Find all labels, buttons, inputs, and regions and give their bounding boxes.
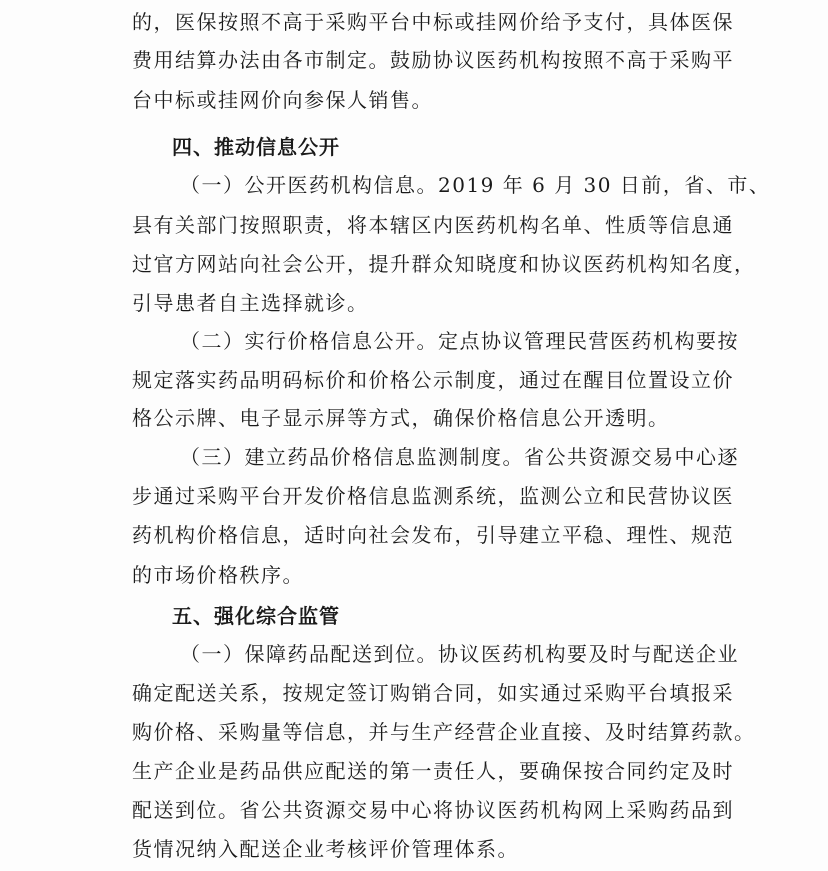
text-line: （二）实行价格信息公开。定点协议管理民营医药机构要按 <box>180 329 739 353</box>
text-line: 格公示牌、电子显示屏等方式，确保价格信息公开透明。 <box>132 406 670 430</box>
text-line: 引导患者自主选择就诊。 <box>132 291 369 315</box>
text-line: （三）建立药品价格信息监测制度。省公共资源交易中心逐 <box>180 445 739 469</box>
text-line: 生产企业是药品供应配送的第一责任人，要确保按合同约定及时 <box>132 759 734 783</box>
text-line: 货情况纳入配送企业考核评价管理体系。 <box>132 837 519 861</box>
text-line: 购价格、采购量等信息，并与生产经营企业直接、及时结算药款。 <box>132 720 756 744</box>
text-line: 步通过采购平台开发价格信息监测系统，监测公立和民营协议医 <box>132 484 734 508</box>
text-line: 的，医保按照不高于采购平台中标或挂网价给予支付，具体医保 <box>132 10 734 34</box>
text-line: 县有关部门按照职责，将本辖区内医药机构名单、性质等信息通 <box>132 213 734 237</box>
section-heading: 四、推动信息公开 <box>172 135 340 159</box>
text-line: 药机构价格信息，适时向社会发布，引导建立平稳、理性、规范 <box>132 523 734 547</box>
section-heading: 五、强化综合监管 <box>172 604 340 628</box>
text-line: 配送到位。省公共资源交易中心将协议医药机构网上采购药品到 <box>132 798 734 822</box>
text-line: 台中标或挂网价向参保人销售。 <box>132 88 433 112</box>
text-line: 过官方网站向社会公开，提升群众知晓度和协议医药机构知名度， <box>132 252 756 276</box>
text-line: （一）保障药品配送到位。协议医药机构要及时与配送企业 <box>180 642 739 666</box>
text-line: （一）公开医药机构信息。2019 年 6 月 30 日前，省、市、 <box>180 173 771 197</box>
text-line: 确定配送关系，按规定签订购销合同，如实通过采购平台填报采 <box>132 681 734 705</box>
text-line: 费用结算办法由各市制定。鼓励协议医药机构按照不高于采购平 <box>132 48 734 72</box>
text-line: 规定落实药品明码标价和价格公示制度，通过在醒目位置设立价 <box>132 368 734 392</box>
text-line: 的市场价格秩序。 <box>132 563 304 587</box>
